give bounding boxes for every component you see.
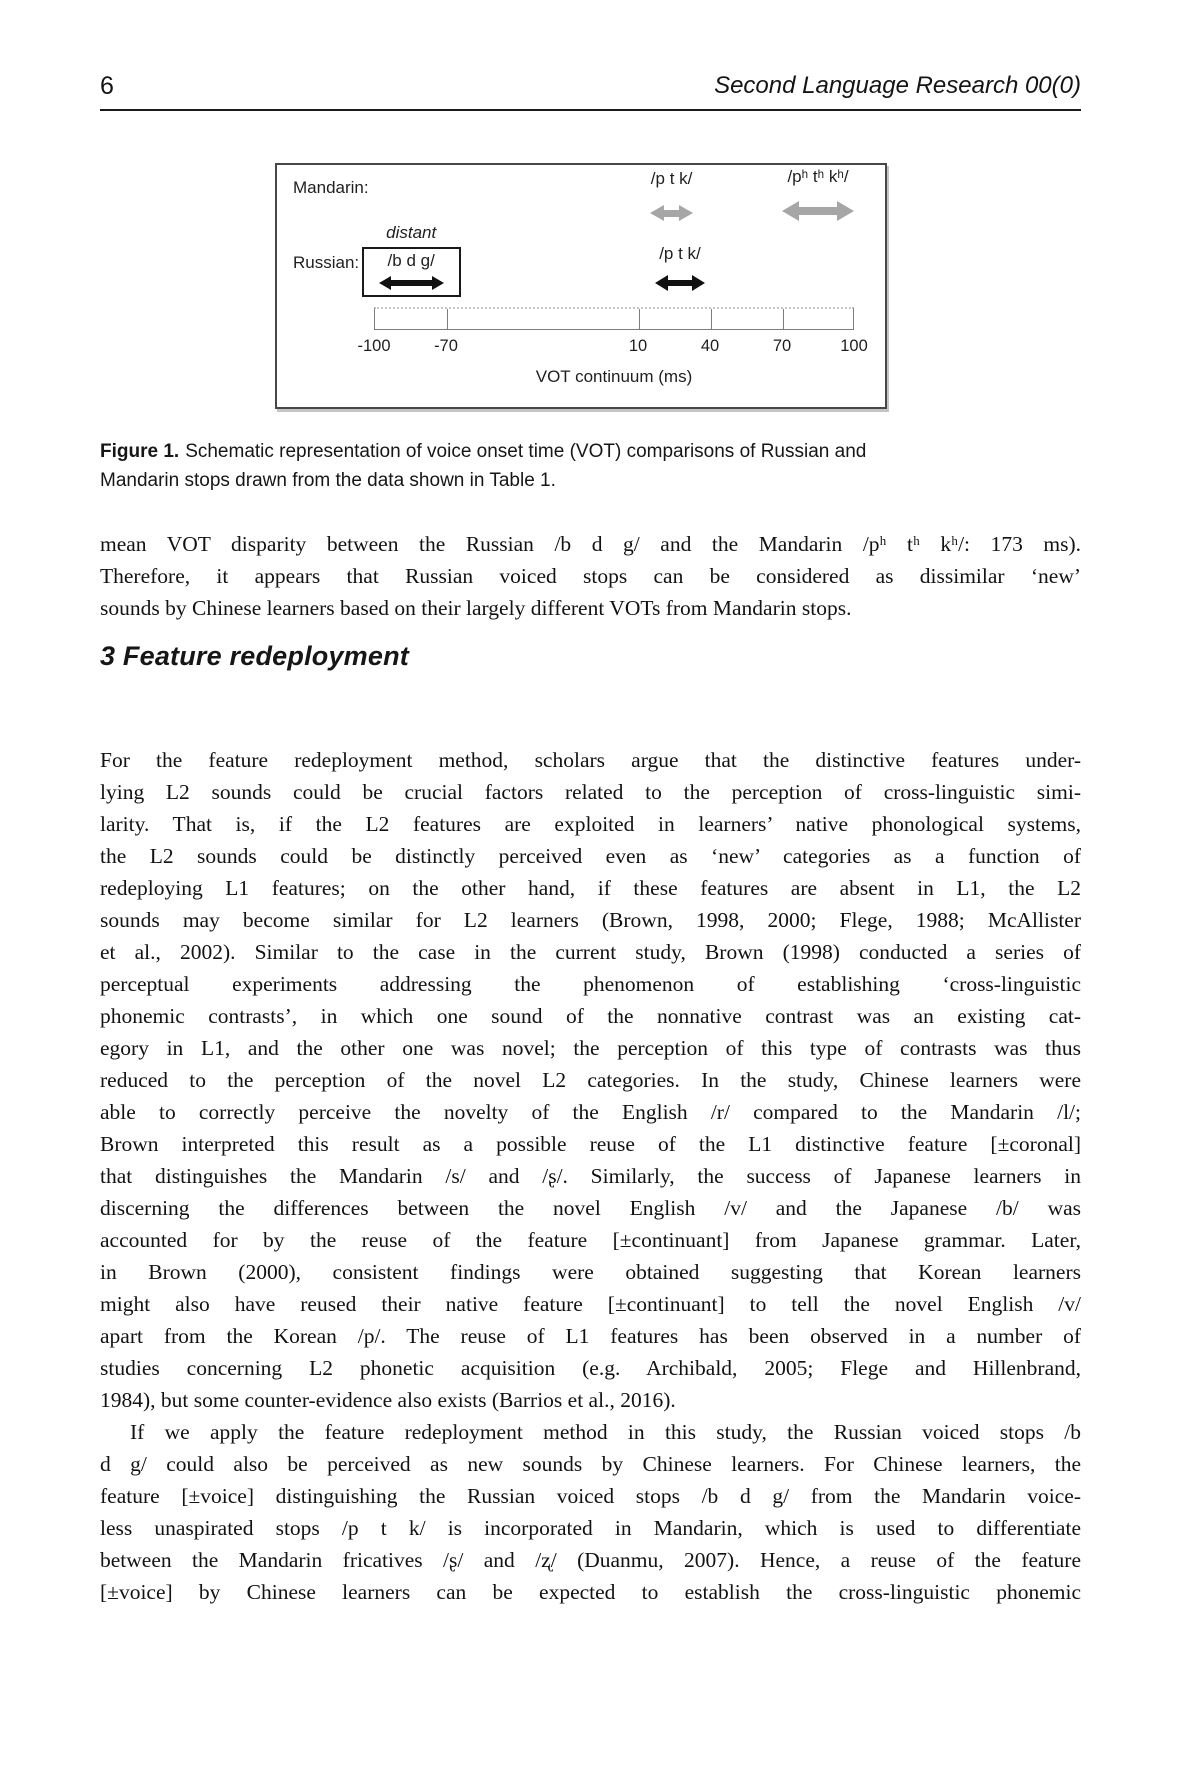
distant-annotation: distant xyxy=(386,223,437,242)
paragraph-intro xyxy=(100,528,1081,624)
axis-tick xyxy=(783,309,784,329)
body-line: phonemic contrasts’, in which one sound of the nonnative contrast was an existing cat- xyxy=(100,1004,1081,1028)
body-line: that distinguishes the Mandarin /s/ and /ʂ/. Similarly, the success of Japanese learners in xyxy=(100,1164,1081,1188)
russian-ptk-arrow xyxy=(655,275,705,290)
body-line: If we apply the feature redeployment method in this study, the Russian voiced stops /b xyxy=(130,1420,1081,1444)
body-line: redeploying L1 features; on the other hand, if these features are absent in L1, the L2 xyxy=(100,876,1081,900)
caption-line-1 xyxy=(100,437,1081,466)
body-line: For the feature redeployment method, scholars argue that the distinctive features under- xyxy=(100,748,1081,772)
russian-ptk-label: /p t k/ xyxy=(659,244,701,263)
figure-canvas xyxy=(277,165,885,407)
axis-tick xyxy=(711,309,712,329)
body-text xyxy=(100,744,1081,1608)
axis-tick xyxy=(447,309,448,329)
axis-tick-label: 10 xyxy=(628,337,648,355)
body-line: 1984), but some counter-evidence also exists (Barrios et al., 2016). xyxy=(100,1388,676,1412)
body-line: mean VOT disparity between the Russian /b d g/ and the Mandarin /pʰ tʰ kʰ/: 173 ms). xyxy=(100,532,1081,556)
body-line: d g/ could also be perceived as new sounds by Chinese learners. For Chinese learners, the xyxy=(100,1452,1081,1476)
paragraph-1 xyxy=(100,744,1081,1416)
russian-bdg-label: /b d g/ xyxy=(387,251,435,270)
body-line: studies concerning L2 phonetic acquisition (e.g. Archibald, 2005; Flege and Hillenbrand, xyxy=(100,1356,1081,1380)
body-line: larity. That is, if the L2 features are exploited in learners’ native phonological systems, xyxy=(100,812,1081,836)
caption-text-1: Schematic representation of voice onset time (VOT) comparisons of Russian and xyxy=(185,441,867,462)
body-line: reduced to the perception of the novel L2 categories. In the study, Chinese learners were xyxy=(100,1068,1081,1092)
axis-title: VOT continuum (ms) xyxy=(535,367,693,386)
mandarin-ptk-arrow xyxy=(650,205,693,221)
body-line: discerning the differences between the novel English /v/ and the Japanese /b/ was xyxy=(100,1196,1081,1220)
journal-running-head: Second Language Research 00(0) xyxy=(714,72,1081,99)
header-rule xyxy=(100,109,1081,111)
arrow-part xyxy=(679,205,693,221)
body-line: between the Mandarin fricatives /ʂ/ and /ʐ/ (Duanmu, 2007). Hence, a reuse of the feature xyxy=(100,1548,1081,1572)
arrow-part xyxy=(837,201,854,221)
body-line: sounds may become similar for L2 learners (Brown, 1998, 2000; Flege, 1988; McAllister xyxy=(100,908,1081,932)
axis-tick xyxy=(639,309,640,329)
body-line: sounds by Chinese learners based on their largely different VOTs from Mandarin stops. xyxy=(100,596,852,620)
body-line: [±voice] by Chinese learners can be expected to establish the cross-linguistic phonemic xyxy=(100,1580,1081,1604)
mandarin-ptk-label: /p t k/ xyxy=(650,169,693,188)
figure-1 xyxy=(275,163,887,409)
body-line: less unaspirated stops /p t k/ is incorporated in Mandarin, which is used to differentiate xyxy=(100,1516,1081,1540)
arrow-part xyxy=(799,207,837,215)
arrow-part xyxy=(432,276,444,290)
axis-tick-label: -70 xyxy=(434,337,458,355)
russian-bdg-box xyxy=(362,247,461,297)
arrow-part xyxy=(664,210,679,217)
body-line: Therefore, it appears that Russian voiced stops can be considered as dissimilar ‘new’ xyxy=(100,564,1081,588)
arrow-part xyxy=(782,201,799,221)
axis-tick-label: 70 xyxy=(772,337,792,355)
body-line: egory in L1, and the other one was novel; the perception of this type of contrasts was thus xyxy=(100,1036,1081,1060)
body-line: accounted for by the reuse of the feature [±continuant] from Japanese grammar. Later, xyxy=(100,1228,1081,1252)
caption-figure-label: Figure 1. xyxy=(100,441,180,462)
body-line: et al., 2002). Similar to the case in the current study, Brown (1998) conducted a series of xyxy=(100,940,1081,964)
arrow-part xyxy=(655,275,668,291)
axis-tick-label: 40 xyxy=(700,337,720,355)
arrow-part xyxy=(379,276,391,290)
body-line: the L2 sounds could be distinctly perceived even as ‘new’ categories as a function of xyxy=(100,844,1081,868)
axis-tick-label: 100 xyxy=(840,337,868,355)
body-line: apart from the Korean /p/. The reuse of L1 features has been observed in a number of xyxy=(100,1324,1081,1348)
russian-row-label: Russian: xyxy=(293,253,360,272)
body-line: might also have reused their native feature [±continuant] to tell the novel English /v/ xyxy=(100,1292,1081,1316)
figure-caption xyxy=(100,437,1081,495)
body-line: feature [±voice] distinguishing the Russian voiced stops /b d g/ from the Mandarin voice- xyxy=(100,1484,1081,1508)
mandarin-row-label: Mandarin: xyxy=(293,178,369,197)
mandarin-aspirated-label: /pʰ tʰ kʰ/ xyxy=(787,167,849,186)
paragraph-2 xyxy=(100,1416,1081,1608)
body-line: in Brown (2000), consistent findings were obtained suggesting that Korean learners xyxy=(100,1260,1081,1284)
body-line: able to correctly perceive the novelty of the English /r/ compared to the Mandarin /l/; xyxy=(100,1100,1081,1124)
body-line: lying L2 sounds could be crucial factors related to the perception of cross-linguistic simi- xyxy=(100,780,1081,804)
section-heading: 3 Feature redeployment xyxy=(100,641,409,671)
arrow-part xyxy=(668,280,692,286)
mandarin-aspirated-arrow xyxy=(782,201,854,221)
arrow-part xyxy=(692,275,705,291)
russian-bdg-arrow xyxy=(379,276,444,290)
caption-line-2: Mandarin stops drawn from the data shown in Table 1. xyxy=(100,470,556,491)
axis-tick-label: -100 xyxy=(357,337,391,355)
body-line: perceptual experiments addressing the phenomenon of establishing ‘cross-linguistic xyxy=(100,972,1081,996)
vot-axis-strip xyxy=(374,307,854,330)
page-number: 6 xyxy=(100,72,114,100)
body-line: Brown interpreted this result as a possible reuse of the L1 distinctive feature [±coronal] xyxy=(100,1132,1081,1156)
arrow-part xyxy=(650,205,664,221)
arrow-part xyxy=(391,280,432,286)
